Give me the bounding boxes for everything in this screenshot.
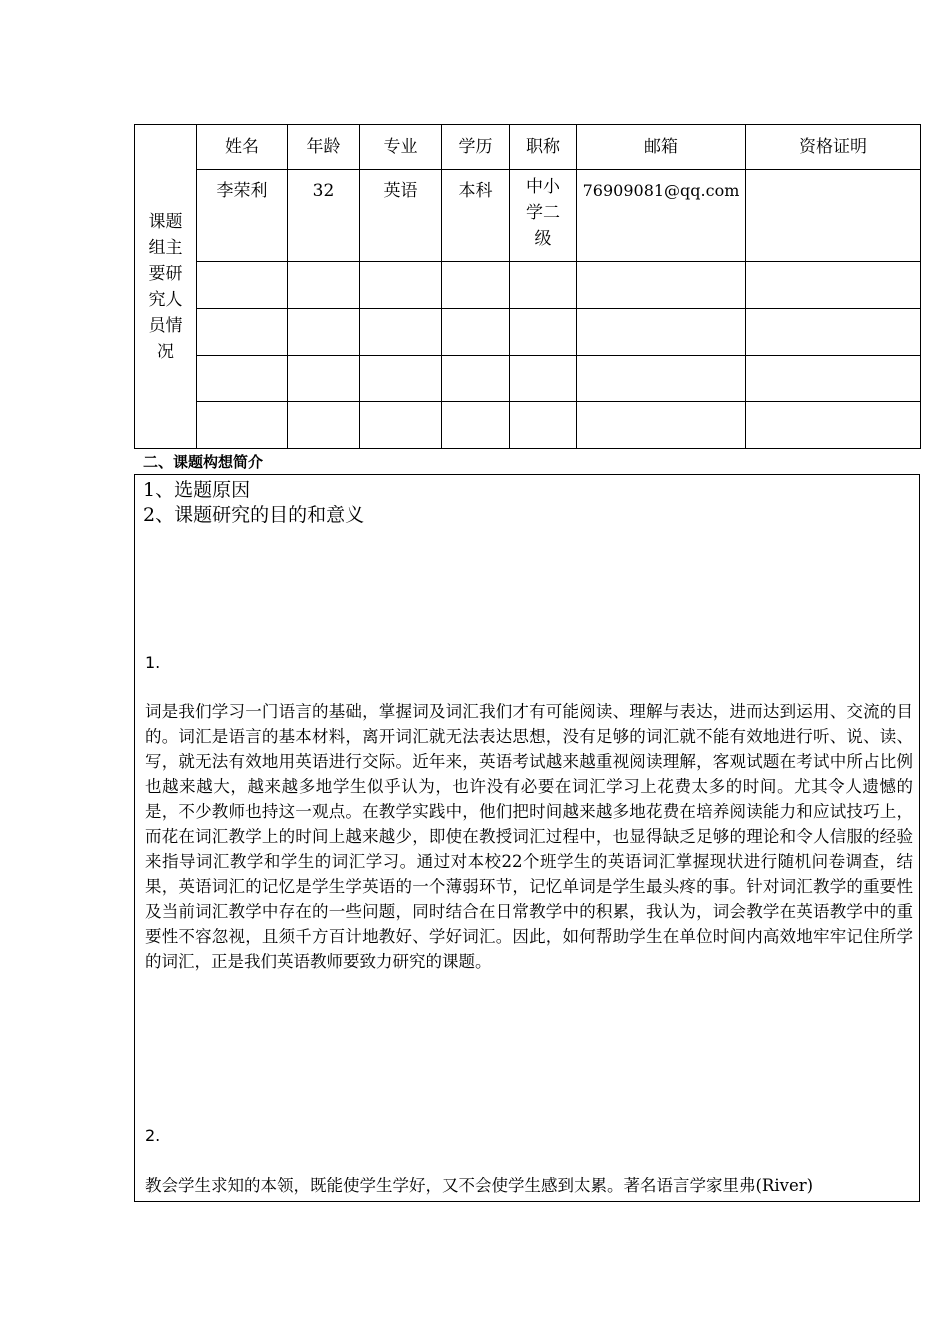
cell-age	[288, 262, 360, 309]
side-label-cell	[135, 125, 197, 449]
section-heading: 二、课题构想简介	[143, 453, 264, 471]
cell-education	[442, 356, 510, 402]
cell-name: 李荣利	[197, 170, 288, 262]
cell-title	[510, 309, 577, 356]
cell-education: 本科	[442, 170, 510, 262]
cell-qualification	[746, 262, 921, 309]
cell-qualification	[746, 170, 921, 262]
cell-major	[360, 262, 442, 309]
number-one: 1.	[145, 653, 161, 672]
cell-major	[360, 402, 442, 449]
header-name: 姓名	[197, 125, 288, 170]
table-header-row	[135, 125, 921, 170]
table-row	[135, 402, 921, 449]
cell-education	[442, 402, 510, 449]
table-row	[135, 356, 921, 402]
header-email: 邮箱	[577, 125, 746, 170]
paragraph-one: 词是我们学习一门语言的基础，掌握词及词汇我们才有可能阅读、理解与表达，进而达到运用、交流的目的。词汇是语言的基本材料，离开词汇就无法表达思想，没有足够的词汇就不能有效地进行听、说、读、写，就无法有效地用英语进行交际。近年来，英语考试越来越重视阅读理解，客观试题在考试中所占比例也越来越大，越来越多地学生似乎认为，也许没有必要在词汇学习上花费太多的时间。尤其令人遗憾的是，不少教师也持这一观点。在教学实践中，他们把时间越来越多地花费在培养阅读能力和应试技巧上，而花在词汇教学上的时间上越来越少，即使在教授词汇过程中，也显得缺乏足够的理论和令人信服的经验来指导词汇教学和学生的词汇学习。通过对本校22个班学生的英语词汇掌握现状进行随机问卷调查，结果，英语词汇的记忆是学生学英语的一个薄弱环节，记忆单词是学生最头疼的事。针对词汇教学的重要性及当前词汇教学中存在的一些问题，同时结合在日常教学中的积累，我认为，词会教学在英语教学中的重要性不容忽视，且须千方百计地教好、学好词汇。因此，如何帮助学生在单位时间内高效地牢牢记住所学的词汇，正是我们英语教师要致力研究的课题。	[145, 702, 913, 971]
cell-age	[288, 356, 360, 402]
cell-education	[442, 262, 510, 309]
cell-major: 英语	[360, 170, 442, 262]
table-row	[135, 309, 921, 356]
table-row	[135, 262, 921, 309]
paragraph-two: 教会学生求知的本领，既能使学生学好，又不会使学生感到太累。著名语言学家里弗(River)	[145, 1176, 814, 1195]
header-qualification: 资格证明	[746, 125, 921, 170]
cell-email	[577, 309, 746, 356]
cell-major	[360, 356, 442, 402]
content-box	[134, 474, 920, 1202]
cell-name	[197, 262, 288, 309]
cell-email	[577, 402, 746, 449]
cell-name	[197, 309, 288, 356]
number-two: 2.	[145, 1126, 161, 1145]
cell-email: 76909081@qq.com	[577, 170, 746, 262]
cell-email	[577, 356, 746, 402]
cell-education	[442, 309, 510, 356]
header-title: 职称	[510, 125, 577, 170]
item-topic-reason: 1、选题原因	[143, 479, 251, 501]
members-table	[134, 124, 921, 449]
cell-age	[288, 309, 360, 356]
cell-email	[577, 262, 746, 309]
item-purpose-significance: 2、课题研究的目的和意义	[143, 504, 365, 526]
cell-title	[510, 262, 577, 309]
header-age: 年龄	[288, 125, 360, 170]
header-major: 专业	[360, 125, 442, 170]
cell-age	[288, 402, 360, 449]
header-education: 学历	[442, 125, 510, 170]
table-row	[135, 170, 921, 262]
cell-title	[510, 356, 577, 402]
cell-name	[197, 402, 288, 449]
cell-qualification	[746, 309, 921, 356]
cell-title	[510, 402, 577, 449]
cell-name	[197, 356, 288, 402]
cell-qualification	[746, 402, 921, 449]
cell-major	[360, 309, 442, 356]
cell-age: 32	[288, 170, 360, 262]
cell-qualification	[746, 356, 921, 402]
cell-title: 中小学二级	[510, 170, 577, 262]
side-label: 课题组主要研究人员情况	[148, 211, 183, 362]
